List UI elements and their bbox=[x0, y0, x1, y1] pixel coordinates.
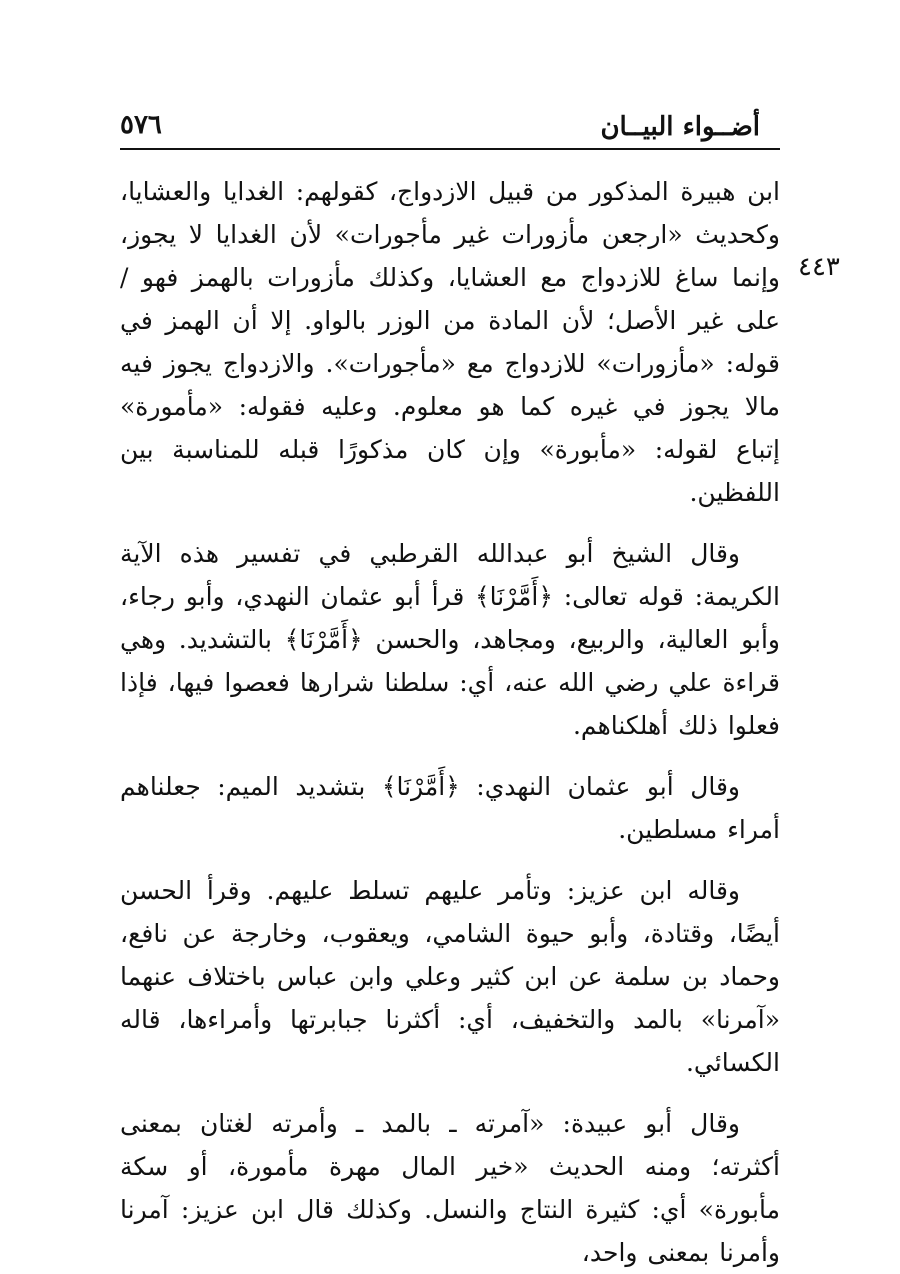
paragraph: ابن هبيرة المذكور من قبيل الازدواج، كقولهم: الغدايا والعشايا، وكحديث «ارجعن مأزورات غير مأجورات» لأن الغدايا لا يجوز، وإنما ساغ للازدواج مع العشايا، وكذلك مأزورات بالهمز فهو / على غير الأصل؛ لأن المادة من الوزر بالواو. إلا أن الهمز في قوله: «مأزورات» للازدواج مع «مأجورات». والازدواج يجوز فيه مالا يجوز في غيره كما هو معلوم. وعليه فقوله: «مأمورة» إتباع لقوله: «مأبورة» وإن كان مذكورًا قبله للمناسبة بين اللفظين. bbox=[120, 177, 780, 507]
paragraph: وقال أبو عبيدة: «آمرته ـ بالمد ـ وأمرته لغتان بمعنى أكثرته؛ ومنه الحديث «خير المال مهرة مأمورة، أو سكة مأبورة» أي: كثيرة النتاج والنسل. وكذلك قال ابن عزيز: آمرنا وأمرنا بمعنى واحد، bbox=[120, 1109, 780, 1267]
margin-page-reference: ٤٤٣ bbox=[798, 252, 840, 282]
header-rule bbox=[120, 148, 780, 150]
body-text bbox=[120, 170, 780, 1274]
paragraph: وقال الشيخ أبو عبدالله القرطبي في تفسير هذه الآية الكريمة: قوله تعالى: ﴿أَمَّرْنَا﴾ قرأ أبو عثمان النهدي، وأبو رجاء، وأبو العالية، والربيع، ومجاهد، والحسن ﴿أَمَّرْنَا﴾ بالتشديد. وهي قراءة علي رضي الله عنه، أي: سلطنا شرارها فعصوا فيها، فإذا فعلوا ذلك أهلكناهم. bbox=[120, 539, 780, 740]
book-title: أضــواء البيــان bbox=[600, 112, 760, 142]
paragraph: وقاله ابن عزيز: وتأمر عليهم تسلط عليهم. وقرأ الحسن أيضًا، وقتادة، وأبو حيوة الشامي، ويعقوب، وخارجة عن نافع، وحماد بن سلمة عن ابن كثير وعلي وابن عباس باختلاف عنهما «آمرنا» بالمد والتخفيف، أي: أكثرنا جبابرتها وأمراءها، قاله الكسائي. bbox=[120, 876, 780, 1077]
paragraph: وقال أبو عثمان النهدي: ﴿أَمَّرْنَا﴾ بتشديد الميم: جعلناهم أمراء مسلطين. bbox=[120, 772, 780, 844]
running-head bbox=[120, 106, 780, 146]
page-number: ٥٧٦ bbox=[120, 110, 162, 140]
